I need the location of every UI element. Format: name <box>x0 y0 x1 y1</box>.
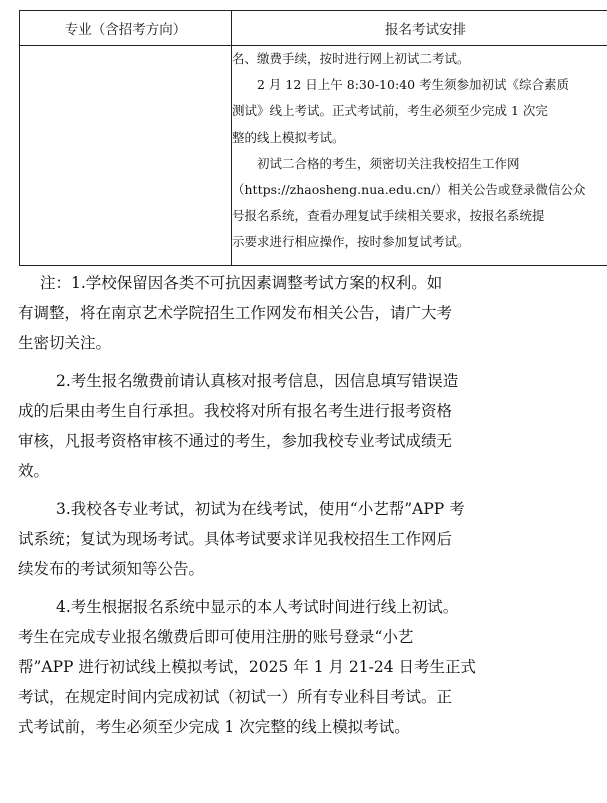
note-line: 3.我校各专业考试，初试为在线考试，使用“小艺帮”APP 考 <box>56 500 465 518</box>
header-major: 专业（含招考方向） <box>20 11 232 46</box>
note-4 <box>18 592 600 742</box>
table-row <box>20 46 607 266</box>
schedule-line: 整的线上模拟考试。 <box>232 129 345 145</box>
note-line: 有调整，将在南京艺术学院招生工作网发布相关公告，请广大考 <box>18 304 453 322</box>
schedule-line: 示要求进行相应操作，按时参加复试考试。 <box>232 234 470 250</box>
schedule-cell <box>232 46 607 266</box>
note-2 <box>18 366 600 486</box>
note-line: 续发布的考试须知等公告。 <box>18 560 205 578</box>
header-schedule: 报名考试安排 <box>232 11 607 46</box>
note-1 <box>18 268 600 358</box>
notes-section <box>18 268 600 742</box>
note-line: 审核，凡报考资格审核不通过的考生，参加我校专业考试成绩无 <box>18 432 453 450</box>
schedule-line: 号报名系统，查看办理复试手续相关要求，按报名系统提 <box>232 208 545 224</box>
schedule-line: 初试二合格的考生，须密切关注我校招生工作网 <box>257 155 520 171</box>
note-line: 试系统；复试为现场考试。具体考试要求详见我校招生工作网后 <box>18 530 453 548</box>
note-line: 注：1.学校保留因各类不可抗因素调整考试方案的权利。如 <box>40 274 443 292</box>
note-line: 效。 <box>18 462 50 480</box>
table-header-row <box>20 11 607 46</box>
note-line: 4.考生根据报名系统中显示的本人考试时间进行线上初试。 <box>56 598 459 616</box>
admission-schedule-table <box>19 10 607 266</box>
schedule-line: 测试》线上考试。正式考试前，考生必须至少完成 1 次完 <box>232 103 548 119</box>
schedule-line: （https://zhaosheng.nua.edu.cn/）相关公告或登录微信公众 <box>232 181 586 197</box>
note-3 <box>18 494 600 584</box>
note-line: 生密切关注。 <box>18 334 112 352</box>
note-line: 成的后果由考生自行承担。我校将对所有报名考生进行报考资格 <box>18 402 453 420</box>
major-cell-empty <box>20 46 232 266</box>
note-line: 帮”APP 进行初试线上模拟考试，2025 年 1 月 21-24 日考生正式 <box>18 658 477 676</box>
note-line: 考生在完成专业报名缴费后即可使用注册的账号登录“小艺 <box>18 628 414 646</box>
note-line: 2.考生报名缴费前请认真核对报考信息，因信息填写错误造 <box>56 372 459 390</box>
schedule-line: 名、缴费手续，按时进行网上初试二考试。 <box>232 51 470 66</box>
note-line: 式考试前，考生必须至少完成 1 次完整的线上模拟考试。 <box>18 718 410 736</box>
schedule-line: 2 月 12 日上午 8:30-10:40 考生须参加初试《综合素质 <box>257 77 570 93</box>
note-line: 考试，在规定时间内完成初试（初试一）所有专业科目考试。正 <box>18 688 453 706</box>
